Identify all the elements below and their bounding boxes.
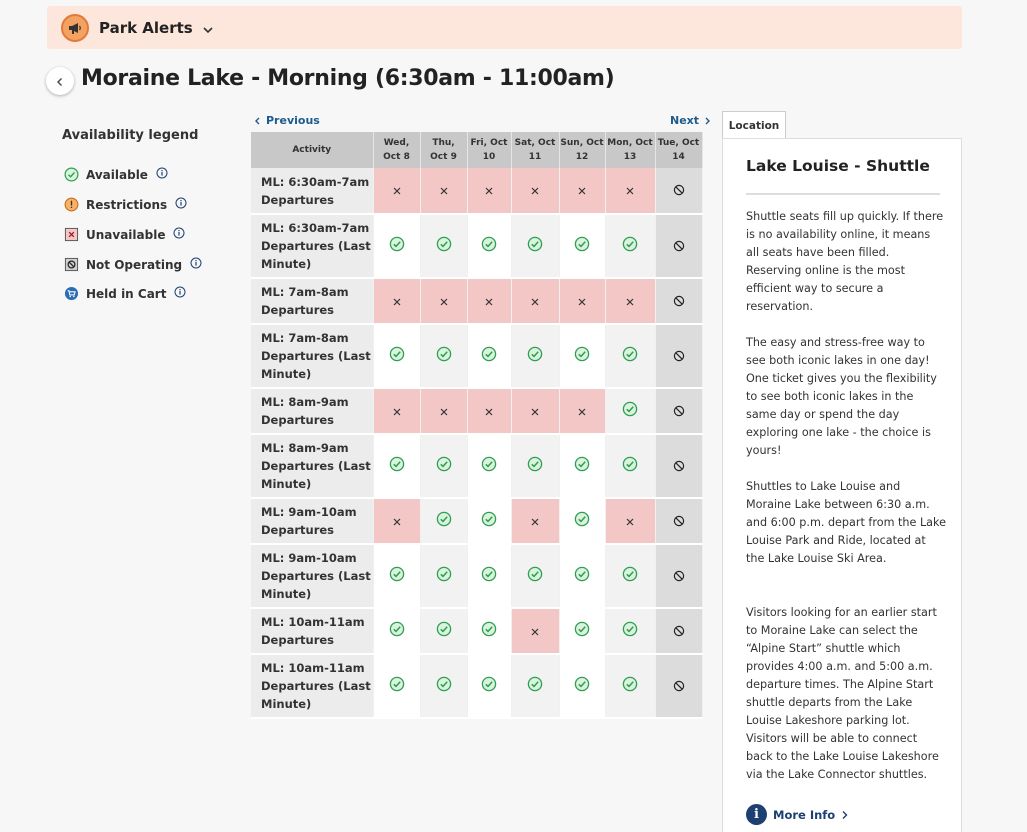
activity-name-line: Departures [261,633,335,647]
info-icon[interactable] [156,167,168,182]
more-info-label: More Info [773,807,836,822]
date-header-line: Sun, Oct [560,138,604,148]
available-icon [622,566,638,582]
park-alerts-title: Park Alerts [99,18,193,37]
available-icon [622,236,638,252]
activity-name-line: Departures [261,523,335,537]
not-operating-icon [671,568,687,584]
availability-cell [655,544,702,608]
activity-name [251,278,373,324]
availability-cell [605,498,655,544]
activity-name-line: Departures (Last [261,679,371,693]
available-icon [481,676,497,692]
availability-cell[interactable] [420,544,467,608]
activity-name [251,324,373,388]
availability-cell[interactable] [559,544,605,608]
legend-item-not-operating [64,257,202,272]
legend-label: Unavailable [86,227,166,242]
date-column-header [511,132,559,168]
availability-cell[interactable] [559,214,605,278]
chevron-right-icon [703,117,711,125]
info-icon[interactable] [175,197,187,212]
availability-cell[interactable] [559,608,605,654]
availability-cell[interactable] [605,388,655,434]
unavailable-icon [481,183,497,199]
unavailable-icon [527,404,543,420]
location-panel [722,138,962,832]
date-column-header [605,132,655,168]
available-icon [389,236,405,252]
availability-cell [655,324,702,388]
availability-cell [655,168,702,214]
info-icon[interactable] [173,227,185,242]
activity-name-line: Minute) [261,587,312,601]
availability-cell[interactable] [467,214,511,278]
unavailable-icon [527,624,543,640]
date-header-line: Tue, Oct [657,138,700,148]
availability-cell[interactable] [559,324,605,388]
previous-label: Previous [266,114,320,127]
activity-name-line: ML: 8am-9am [261,395,349,409]
availability-cell[interactable] [420,214,467,278]
location-title: Lake Louise - Shuttle [746,157,930,175]
location-paragraph: Shuttles to Lake Louise and Moraine Lake between 6:30 a.m. and 6:00 p.m. depart from the Lake Louise Park and Ride, located at the Lake Louise Ski Area. [746,480,946,565]
legend-item-restrictions [64,197,187,212]
availability-cell[interactable] [420,434,467,498]
availability-cell [467,278,511,324]
unavailable-icon [622,294,638,310]
availability-cell [511,168,559,214]
availability-cell [559,168,605,214]
activity-name-line: Minute) [261,697,312,711]
activity-name [251,498,373,544]
available-icon [436,456,452,472]
availability-cell[interactable] [511,544,559,608]
activity-name [251,654,373,718]
activity-name-line: Departures (Last [261,459,371,473]
date-column-header [420,132,467,168]
available-icon [574,236,590,252]
availability-cell[interactable] [511,434,559,498]
next-label: Next [670,114,700,127]
availability-cell[interactable] [420,608,467,654]
table-row [251,278,702,324]
date-header-line: 14 [672,152,685,162]
not-operating-icon [671,678,687,694]
check-circle-icon [64,167,79,182]
unavailable-icon [622,514,638,530]
available-icon [527,456,543,472]
date-header-line: Wed, [383,138,410,148]
unavailable-icon [481,404,497,420]
availability-cell [655,654,702,718]
availability-cell[interactable] [511,654,559,718]
available-icon [389,566,405,582]
table-row [251,608,702,654]
page-title: Moraine Lake - Morning (6:30am - 11:00am) [81,66,615,91]
available-icon [622,401,638,417]
date-header-line: 13 [623,152,637,162]
exclamation-circle-icon [64,197,79,212]
availability-cell [655,434,702,498]
activity-name-line: ML: 9am-10am [261,505,357,519]
not-operating-icon [671,513,687,529]
availability-cell [559,278,605,324]
date-header-line: Sat, Oct [514,138,556,148]
not-operating-icon [671,238,687,254]
activity-name [251,214,373,278]
activity-name [251,608,373,654]
date-column-header [373,132,420,168]
tab-location[interactable]: Location [722,111,786,139]
chevron-down-icon[interactable] [202,19,214,38]
activity-name-line: Departures [261,192,335,207]
activity-name-line: Minute) [261,257,312,271]
available-icon [481,566,497,582]
available-icon [481,456,497,472]
unavailable-icon [527,294,543,310]
activity-name-line: ML: 7am-8am [261,285,349,299]
not-operating-icon [671,182,687,198]
location-paragraph: Visitors looking for an earlier start to Moraine Lake can select the “Alpine Start” shuttle which provides 4:00 a.m. and 5:00 a.m. departure times. The Alpine Start shuttle departs from the Lake Louise Lakeshore parking lot. Visitors will be able to connect back to the Lake Louise Lakeshore via the Lake Connector shuttles. [746,606,939,781]
available-icon [436,236,452,252]
table-row [251,544,702,608]
activity-name-line: ML: 6:30am-7am [261,221,370,235]
megaphone-icon [61,14,89,42]
location-paragraph: The easy and stress-free way to see both iconic lakes in one day! One ticket gives you the flexibility to see both iconic lakes in the same day or spend the day exploring one lake - the choice is yours! [746,336,937,457]
activity-name-line: Departures (Last [261,349,371,363]
unavailable-icon [527,514,543,530]
availability-cell[interactable] [420,324,467,388]
date-header-line: 10 [482,152,496,162]
availability-cell[interactable] [605,654,655,718]
date-header-line: Oct 9 [430,152,457,162]
available-icon [574,456,590,472]
chevron-left-icon [55,72,65,91]
availability-cell[interactable] [605,324,655,388]
table-row [251,434,702,498]
availability-cell[interactable] [605,434,655,498]
available-icon [622,346,638,362]
availability-cell[interactable] [511,214,559,278]
chevron-left-icon [254,117,262,125]
table-row [251,214,702,278]
date-header-line: Fri, Oct [470,138,508,148]
activity-name-line: ML: 10am-11am [261,661,365,675]
unavailable-icon [436,294,452,310]
availability-cell [420,168,467,214]
unavailable-icon [389,514,405,530]
availability-cell [511,388,559,434]
available-icon [527,676,543,692]
available-icon [436,621,452,637]
legend-label: Not Operating [86,257,183,272]
availability-cell[interactable] [467,434,511,498]
availability-cell [373,168,420,214]
legend-heading: Availability legend [62,128,199,143]
table-row [251,388,702,434]
unavailable-icon [622,183,638,199]
back-button[interactable] [46,67,74,95]
activity-name-line: ML: 10am-11am [261,615,365,629]
x-box-icon [64,227,79,242]
available-icon [389,676,405,692]
unavailable-icon [389,404,405,420]
available-icon [389,346,405,362]
date-header-line: Thu, [432,138,455,148]
available-icon [622,676,638,692]
availability-cell [559,388,605,434]
table-row [251,498,702,544]
availability-cell [655,608,702,654]
not-operating-icon [671,348,687,364]
available-icon [527,236,543,252]
availability-cell [655,498,702,544]
availability-cell [511,608,559,654]
available-icon [527,346,543,362]
availability-cell [655,214,702,278]
availability-cell[interactable] [605,214,655,278]
previous-link[interactable] [254,114,320,127]
available-icon [527,566,543,582]
not-operating-icon [671,403,687,419]
activity-name-line: Departures (Last [261,569,371,583]
date-column-header [467,132,511,168]
activity-name-line: Minute) [261,367,312,381]
availability-cell [655,388,702,434]
info-icon[interactable] [174,286,186,301]
not-operating-icon [671,623,687,639]
availability-cell [467,388,511,434]
available-icon [574,676,590,692]
available-icon [389,621,405,637]
activity-name [251,168,373,214]
availability-cell [605,278,655,324]
legend-label: Available [86,167,148,182]
activity-name-line: ML: 8am-9am [261,441,349,455]
legend-item-held-in-cart [64,286,186,301]
availability-cell [373,388,420,434]
unavailable-icon [574,183,590,199]
date-header-line: Oct 8 [383,152,410,162]
activity-name-line: ML: 6:30am-7am [261,174,370,189]
availability-cell[interactable] [373,608,420,654]
activity-name-line: Departures (Last [261,239,371,253]
availability-cell [605,168,655,214]
activity-name-line: Departures [261,303,335,317]
activity-name-line: ML: 9am-10am [261,551,357,565]
unavailable-icon [389,294,405,310]
availability-cell [420,388,467,434]
more-info-link[interactable] [746,804,849,825]
available-icon [436,566,452,582]
unavailable-icon [527,183,543,199]
availability-cell[interactable] [559,498,605,544]
availability-cell[interactable] [420,498,467,544]
unavailable-icon [389,183,405,199]
availability-cell[interactable] [511,324,559,388]
available-icon [622,456,638,472]
available-icon [481,621,497,637]
no-symbol-icon [64,257,79,272]
activity-column-header: Activity [251,132,373,168]
availability-cell[interactable] [420,654,467,718]
availability-cell[interactable] [467,608,511,654]
table-row [251,168,702,214]
availability-cell[interactable] [559,434,605,498]
available-icon [436,346,452,362]
available-icon [389,456,405,472]
availability-cell[interactable] [467,654,511,718]
availability-cell[interactable] [467,498,511,544]
available-icon [574,621,590,637]
activity-name-line: Departures [261,413,335,427]
info-icon[interactable] [190,257,202,272]
activity-name [251,388,373,434]
table-row [251,324,702,388]
availability-cell[interactable] [559,654,605,718]
availability-cell [467,168,511,214]
next-link[interactable] [670,114,711,127]
legend-label: Restrictions [86,197,168,212]
not-operating-icon [671,458,687,474]
cart-icon [64,286,79,301]
date-header-line: 12 [575,152,589,162]
availability-cell[interactable] [467,324,511,388]
not-operating-icon [671,293,687,309]
activity-name-line: Minute) [261,477,312,491]
info-icon: i [746,804,767,825]
park-alerts-banner[interactable] [47,6,962,49]
availability-cell [373,498,420,544]
unavailable-icon [436,183,452,199]
availability-cell[interactable] [605,544,655,608]
availability-cell[interactable] [373,214,420,278]
available-icon [436,676,452,692]
available-icon [622,621,638,637]
available-icon [481,511,497,527]
location-paragraph: Shuttle seats fill up quickly. If there is no availability online, it means all seats have been filled. Reserving online is the most efficient way to secure a reservation. [746,210,944,313]
available-icon [574,346,590,362]
legend-label: Held in Cart [86,286,167,301]
availability-cell [655,278,702,324]
activity-name [251,434,373,498]
availability-cell[interactable] [373,544,420,608]
table-row [251,654,702,718]
availability-cell[interactable] [467,544,511,608]
date-column-header [559,132,605,168]
activity-name-line: ML: 7am-8am [261,331,349,345]
unavailable-icon [574,404,590,420]
availability-grid [251,132,703,719]
unavailable-icon [436,404,452,420]
date-header-line: 11 [528,152,542,162]
divider [746,193,940,195]
availability-cell [511,278,559,324]
available-icon [481,346,497,362]
availability-cell[interactable] [605,608,655,654]
legend-item-available [64,167,168,182]
available-icon [574,511,590,527]
availability-cell [420,278,467,324]
unavailable-icon [481,294,497,310]
availability-cell [511,498,559,544]
available-icon [481,236,497,252]
date-header-line: Mon, Oct [607,138,653,148]
chevron-right-icon [841,810,849,820]
availability-cell[interactable] [373,324,420,388]
availability-cell [373,278,420,324]
available-icon [436,511,452,527]
legend-item-unavailable [64,227,185,242]
available-icon [574,566,590,582]
activity-name [251,544,373,608]
availability-cell[interactable] [373,654,420,718]
unavailable-icon [574,294,590,310]
date-column-header [655,132,702,168]
availability-cell[interactable] [373,434,420,498]
